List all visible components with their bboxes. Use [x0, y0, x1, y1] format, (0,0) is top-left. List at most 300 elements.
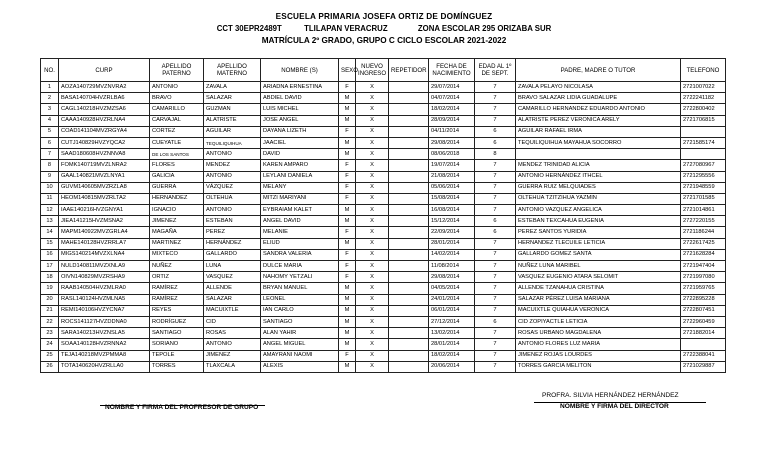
- cell-edad: 7: [475, 82, 516, 93]
- cell-row-number: 16: [41, 249, 59, 260]
- cell-tutor: SALAZAR PÉREZ LUISA MARIANA: [516, 294, 681, 305]
- cell-row-number: 12: [41, 205, 59, 216]
- cell-edad: 6: [475, 216, 516, 227]
- cell-repetidor: [389, 149, 429, 160]
- cell-repetidor: [389, 171, 429, 182]
- cell-edad: 7: [475, 272, 516, 283]
- cell-sexo: F: [339, 193, 356, 204]
- cell-curp: TEJA140218MVZPMMA8: [59, 350, 150, 361]
- cell-apellido-materno: ANTONIO: [204, 205, 261, 216]
- cell-nombre: NAHOMY YETZALI: [261, 272, 339, 283]
- cell-tutor: ANTONIO FLORES LUZ MARIA: [516, 339, 681, 350]
- cell-nuevo-ingreso: X: [356, 104, 389, 115]
- cell-nuevo-ingreso: X: [356, 182, 389, 193]
- cell-fecha-nacimiento: 04/07/2014: [429, 93, 475, 104]
- cell-nombre: DULCE MARIA: [261, 261, 339, 272]
- cell-telefono: 2727220155: [681, 216, 726, 227]
- cell-tutor: PEREZ SANTOS YURIDIA: [516, 227, 681, 238]
- cell-nombre: DAYANA LIZETH: [261, 126, 339, 137]
- cell-fecha-nacimiento: 28/01/2014: [429, 238, 475, 249]
- cell-repetidor: [389, 316, 429, 327]
- cell-curp: CAGL140218HVZMZSA6: [59, 104, 150, 115]
- cell-row-number: 7: [41, 149, 59, 160]
- cell-telefono: 2721628284: [681, 249, 726, 260]
- cell-apellido-paterno: ANTONIO: [150, 82, 204, 93]
- table-row: [41, 149, 726, 160]
- cell-nombre: EYBRAIAM KALET: [261, 205, 339, 216]
- cell-nombre: JOSE ANGEL: [261, 115, 339, 126]
- cell-nuevo-ingreso: X: [356, 126, 389, 137]
- cell-curp: COAD141104MVZRGYA4: [59, 126, 150, 137]
- cell-fecha-nacimiento: 11/08/2014: [429, 261, 475, 272]
- cell-nombre: ALAN YAHIR: [261, 328, 339, 339]
- table-row: [41, 238, 726, 249]
- cell-fecha-nacimiento: 04/11/2014: [429, 126, 475, 137]
- cell-curp: JIEA141215HVZMSNA2: [59, 216, 150, 227]
- cell-telefono: 2722807451: [681, 305, 726, 316]
- cell-nuevo-ingreso: X: [356, 294, 389, 305]
- cell-repetidor: [389, 160, 429, 171]
- cell-telefono: 2722800402: [681, 104, 726, 115]
- cell-edad: 7: [475, 261, 516, 272]
- cell-curp: CUTJ140829HVZYQCA2: [59, 137, 150, 148]
- table-row: [41, 261, 726, 272]
- cell-telefono: 2721585174: [681, 137, 726, 148]
- column-header: PADRE, MADRE O TUTOR: [516, 59, 681, 82]
- cell-telefono: 2722617425: [681, 238, 726, 249]
- cell-apellido-paterno: CARVAJAL: [150, 115, 204, 126]
- cell-tutor: JIMENEZ ROJAS LOURDES: [516, 350, 681, 361]
- cell-nuevo-ingreso: X: [356, 171, 389, 182]
- cell-row-number: 4: [41, 115, 59, 126]
- cell-apellido-paterno: BRAVO: [150, 93, 204, 104]
- cell-apellido-materno: ANTONIO: [204, 171, 261, 182]
- cell-apellido-paterno: REYES: [150, 305, 204, 316]
- table-body: [41, 82, 726, 373]
- cell-apellido-paterno: MIXTECO: [150, 249, 204, 260]
- cell-telefono: 2721701585: [681, 193, 726, 204]
- cell-apellido-paterno: TORRES: [150, 361, 204, 372]
- cell-apellido-materno: ANTONIO: [204, 149, 261, 160]
- cell-nombre: IAN CARLO: [261, 305, 339, 316]
- cell-repetidor: [389, 182, 429, 193]
- cell-nombre: ANGEL MIGUEL: [261, 339, 339, 350]
- cell-row-number: 14: [41, 227, 59, 238]
- cell-telefono: 2722960459: [681, 316, 726, 327]
- cell-nombre: LEYLANI DANIELA: [261, 171, 339, 182]
- cell-curp: AOZA140729MVZNVRA2: [59, 82, 150, 93]
- cell-edad: 7: [475, 328, 516, 339]
- cell-fecha-nacimiento: 15/08/2014: [429, 193, 475, 204]
- cell-apellido-materno: PEREZ: [204, 227, 261, 238]
- cell-edad: 7: [475, 283, 516, 294]
- cell-curp: REMI140106HVZYCNA7: [59, 305, 150, 316]
- cell-fecha-nacimiento: 29/08/2014: [429, 137, 475, 148]
- cell-fecha-nacimiento: 15/12/2014: [429, 216, 475, 227]
- cell-nombre: ANGEL DAVID: [261, 216, 339, 227]
- cell-edad: 7: [475, 205, 516, 216]
- cell-apellido-materno: TLAXCALA: [204, 361, 261, 372]
- cell-fecha-nacimiento: 19/07/2014: [429, 160, 475, 171]
- cell-telefono: [681, 126, 726, 137]
- cell-telefono: 2721014861: [681, 205, 726, 216]
- cell-repetidor: [389, 115, 429, 126]
- cell-edad: 7: [475, 104, 516, 115]
- enrollment-title: MATRÍCULA 2º GRADO, GRUPO C CICLO ESCOLAR 2021-2022: [261, 36, 507, 45]
- cell-row-number: 21: [41, 305, 59, 316]
- cell-nuevo-ingreso: X: [356, 316, 389, 327]
- cell-nuevo-ingreso: X: [356, 82, 389, 93]
- cell-fecha-nacimiento: 27/12/2014: [429, 316, 475, 327]
- cell-tutor: ZAVALA PELAYO NICOLASA: [516, 82, 681, 93]
- cell-nombre: ELIUD: [261, 238, 339, 249]
- cell-row-number: 26: [41, 361, 59, 372]
- cell-apellido-materno: MENDEZ: [204, 160, 261, 171]
- cell-repetidor: [389, 361, 429, 372]
- cell-row-number: 17: [41, 261, 59, 272]
- cell-nuevo-ingreso: X: [356, 238, 389, 249]
- cell-fecha-nacimiento: 28/01/2014: [429, 339, 475, 350]
- cell-sexo: M: [339, 316, 356, 327]
- cell-row-number: 1: [41, 82, 59, 93]
- column-header: FECHA DE NACIMIENTO: [429, 59, 475, 82]
- cell-curp: SOAA140128HVZRNNA2: [59, 339, 150, 350]
- cell-row-number: 25: [41, 350, 59, 361]
- school-zone: ZONA ESCOLAR 295 ORIZABA SUR: [417, 24, 552, 33]
- cell-curp: IAAE140216HVZGNYA1: [59, 205, 150, 216]
- cell-nuevo-ingreso: X: [356, 216, 389, 227]
- cell-nuevo-ingreso: X: [356, 261, 389, 272]
- cell-sexo: M: [339, 93, 356, 104]
- cell-apellido-paterno: JIMENEZ: [150, 216, 204, 227]
- cell-apellido-paterno: IGNACIO: [150, 205, 204, 216]
- cell-repetidor: [389, 93, 429, 104]
- cell-nuevo-ingreso: X: [356, 160, 389, 171]
- cell-nombre: ALEXIS: [261, 361, 339, 372]
- cell-edad: 7: [475, 350, 516, 361]
- cell-nuevo-ingreso: X: [356, 115, 389, 126]
- cell-row-number: 18: [41, 272, 59, 283]
- cell-curp: FOMK140719MVZLNRA2: [59, 160, 150, 171]
- cell-row-number: 11: [41, 193, 59, 204]
- cell-nombre: SANDRA VALERIA: [261, 249, 339, 260]
- cell-tutor: NUÑEZ LUNA MARIBEL: [516, 261, 681, 272]
- cell-curp: RASL140124HVZMLNA5: [59, 294, 150, 305]
- cell-repetidor: [389, 238, 429, 249]
- cell-tutor: MENDEZ TRINIDAD ALICIA: [516, 160, 681, 171]
- cell-sexo: F: [339, 171, 356, 182]
- cell-curp: SAAD180608HVZNNVA8: [59, 149, 150, 160]
- cell-edad: 7: [475, 193, 516, 204]
- cell-sexo: F: [339, 126, 356, 137]
- cell-tutor: OLTEHUA TZITZIHUA YAZMIN: [516, 193, 681, 204]
- cell-fecha-nacimiento: 29/08/2014: [429, 272, 475, 283]
- table-row: [41, 137, 726, 148]
- cell-apellido-paterno: DE LOS SANTOS: [150, 149, 204, 160]
- cell-edad: 7: [475, 238, 516, 249]
- cell-sexo: F: [339, 249, 356, 260]
- column-header: EDAD AL 1º DE SEPT.: [475, 59, 516, 82]
- cell-apellido-paterno: ORTIZ: [150, 272, 204, 283]
- cell-nuevo-ingreso: X: [356, 272, 389, 283]
- column-header: APELLIDO PATERNO: [150, 59, 204, 82]
- cell-repetidor: [389, 272, 429, 283]
- cell-nuevo-ingreso: X: [356, 350, 389, 361]
- column-header: TELEFONO: [681, 59, 726, 82]
- cell-sexo: F: [339, 261, 356, 272]
- cell-telefono: 2721007022: [681, 82, 726, 93]
- cell-curp: MAHE140128HVZRRLA7: [59, 238, 150, 249]
- cell-repetidor: [389, 283, 429, 294]
- cell-apellido-paterno: RAMÍREZ: [150, 294, 204, 305]
- table-row: [41, 104, 726, 115]
- cell-edad: 7: [475, 93, 516, 104]
- cell-apellido-paterno: CUEYATLE: [150, 137, 204, 148]
- cell-fecha-nacimiento: 18/02/2014: [429, 350, 475, 361]
- cell-tutor: ESTEBAN TEXCAHUA EUGENIA: [516, 216, 681, 227]
- location: TLILAPAN VERACRUZ: [304, 24, 388, 33]
- cell-fecha-nacimiento: 04/05/2014: [429, 283, 475, 294]
- cell-sexo: M: [339, 205, 356, 216]
- table-row: [41, 227, 726, 238]
- cell-sexo: F: [339, 82, 356, 93]
- cell-telefono: 2721186244: [681, 227, 726, 238]
- table-row: [41, 193, 726, 204]
- cell-fecha-nacimiento: 08/06/2018: [429, 149, 475, 160]
- cell-row-number: 8: [41, 160, 59, 171]
- table-row: [41, 182, 726, 193]
- cell-nuevo-ingreso: X: [356, 193, 389, 204]
- cell-telefono: 2722895228: [681, 294, 726, 305]
- cell-fecha-nacimiento: 21/08/2014: [429, 171, 475, 182]
- cell-apellido-paterno: RAMÍREZ: [150, 283, 204, 294]
- cell-nombre: ABDIEL DAVID: [261, 93, 339, 104]
- teacher-signature-caption: NOMBRE Y FIRMA DEL PROFRESOR DE GRUPO: [105, 404, 259, 411]
- table-row: [41, 249, 726, 260]
- cell-row-number: 10: [41, 182, 59, 193]
- cell-repetidor: [389, 216, 429, 227]
- cell-apellido-materno: SALAZAR: [204, 93, 261, 104]
- cell-sexo: F: [339, 350, 356, 361]
- table-row: [41, 126, 726, 137]
- cell-telefono: [681, 339, 726, 350]
- cell-apellido-materno: VASQUEZ: [204, 272, 261, 283]
- cell-fecha-nacimiento: 16/08/2014: [429, 205, 475, 216]
- cell-repetidor: [389, 339, 429, 350]
- cell-row-number: 24: [41, 339, 59, 350]
- cell-repetidor: [389, 104, 429, 115]
- cell-fecha-nacimiento: 14/02/2014: [429, 249, 475, 260]
- table-row: [41, 339, 726, 350]
- cell-repetidor: [389, 137, 429, 148]
- cell-apellido-materno: ESTEBAN: [204, 216, 261, 227]
- table-row: [41, 328, 726, 339]
- cell-repetidor: [389, 305, 429, 316]
- column-header: APELLIDO MATERNO: [204, 59, 261, 82]
- column-header: SEXO: [339, 59, 356, 82]
- cell-repetidor: [389, 126, 429, 137]
- cell-edad: 7: [475, 305, 516, 316]
- cell-nuevo-ingreso: X: [356, 149, 389, 160]
- cell-sexo: M: [339, 115, 356, 126]
- cell-curp: TOTA140620HVZRLLA0: [59, 361, 150, 372]
- cell-sexo: M: [339, 283, 356, 294]
- cell-curp: GAAL140821MVZLNYA1: [59, 171, 150, 182]
- cell-apellido-materno: GUZMAN: [204, 104, 261, 115]
- cell-nuevo-ingreso: X: [356, 227, 389, 238]
- cell-fecha-nacimiento: 05/06/2014: [429, 182, 475, 193]
- cell-tutor: CAMARILLO HERNANDEZ EDUARDO ANTONIO: [516, 104, 681, 115]
- cell-edad: 6: [475, 316, 516, 327]
- cell-apellido-materno: MACUIXTLE: [204, 305, 261, 316]
- cell-sexo: F: [339, 160, 356, 171]
- cell-tutor: CID ZOPIYACTLE LETICIA: [516, 316, 681, 327]
- cell-repetidor: [389, 294, 429, 305]
- cell-telefono: 2722241182: [681, 93, 726, 104]
- director-signature-caption: NOMBRE Y FIRMA DEL DIRECTOR: [560, 403, 669, 410]
- cell-curp: MIGS140214MVZXLNA4: [59, 249, 150, 260]
- school-name: ESCUELA PRIMARIA JOSEFA ORTIZ DE DOMÍNGUEZ: [275, 12, 493, 21]
- cell-fecha-nacimiento: 29/07/2014: [429, 82, 475, 93]
- cell-nuevo-ingreso: X: [356, 339, 389, 350]
- cell-apellido-materno: OLTEHUA: [204, 193, 261, 204]
- cell-apellido-paterno: SORIANO: [150, 339, 204, 350]
- cell-tutor: BRAVO SALAZAR LIDIA GUADALUPE: [516, 93, 681, 104]
- cell-tutor: ALATRISTE PEREZ VERONICA ARELY: [516, 115, 681, 126]
- cell-nuevo-ingreso: X: [356, 283, 389, 294]
- cell-edad: 7: [475, 339, 516, 350]
- cell-tutor: ROSAS URBANO MAGDALENA: [516, 328, 681, 339]
- cell-telefono: 2721029887: [681, 361, 726, 372]
- cell-nombre: BRYAN MANUEL: [261, 283, 339, 294]
- cell-row-number: 23: [41, 328, 59, 339]
- cell-fecha-nacimiento: 28/09/2014: [429, 115, 475, 126]
- cell-edad: 7: [475, 294, 516, 305]
- column-header: NUEVO INGRESO: [356, 59, 389, 82]
- cell-sexo: M: [339, 361, 356, 372]
- cell-apellido-materno: TEQUILIQUIHUA: [204, 137, 261, 148]
- table-row: [41, 283, 726, 294]
- cell-apellido-materno: ANTONIO: [204, 339, 261, 350]
- cell-edad: 6: [475, 137, 516, 148]
- cell-telefono: 2721882014: [681, 328, 726, 339]
- cell-curp: CAAA140928HVZRLNA4: [59, 115, 150, 126]
- cell-row-number: 20: [41, 294, 59, 305]
- student-roster-table: [40, 58, 726, 373]
- cell-repetidor: [389, 350, 429, 361]
- cell-tutor: ALLENDE TZANAHUA CRISTINA: [516, 283, 681, 294]
- cell-row-number: 2: [41, 93, 59, 104]
- cell-sexo: M: [339, 238, 356, 249]
- table-row: [41, 160, 726, 171]
- cell-edad: 7: [475, 361, 516, 372]
- column-header: CURP: [59, 59, 150, 82]
- cell-row-number: 15: [41, 238, 59, 249]
- cell-apellido-materno: ALLENDE: [204, 283, 261, 294]
- cell-sexo: M: [339, 149, 356, 160]
- cell-apellido-materno: ZAVALA: [204, 82, 261, 93]
- cell-apellido-materno: GALLARDO: [204, 249, 261, 260]
- table-row: [41, 93, 726, 104]
- table-row: [41, 82, 726, 93]
- column-header: NOMBRE (S): [261, 59, 339, 82]
- cell-tutor: GALLARDO GOMEZ SANTA: [516, 249, 681, 260]
- school-info-line: [0, 24, 768, 33]
- cell-repetidor: [389, 249, 429, 260]
- cell-sexo: F: [339, 227, 356, 238]
- cct-code: CCT 30EPR2489T: [216, 24, 282, 33]
- cell-tutor: ANTONIO VAZQUEZ ANGELICA: [516, 205, 681, 216]
- cell-telefono: 2721295556: [681, 171, 726, 182]
- cell-sexo: F: [339, 272, 356, 283]
- cell-edad: 8: [475, 149, 516, 160]
- cell-curp: ROCS141127HVZDDNA0: [59, 316, 150, 327]
- cell-telefono: 2721947404: [681, 261, 726, 272]
- cell-apellido-paterno: CAMARILLO: [150, 104, 204, 115]
- cell-nombre: ARIADNA ERNESTINA: [261, 82, 339, 93]
- cell-repetidor: [389, 205, 429, 216]
- cell-row-number: 3: [41, 104, 59, 115]
- cell-curp: MAPM140922MVZGRLA4: [59, 227, 150, 238]
- cell-fecha-nacimiento: 18/02/2014: [429, 104, 475, 115]
- cell-fecha-nacimiento: 22/09/2014: [429, 227, 475, 238]
- cell-fecha-nacimiento: 06/01/2014: [429, 305, 475, 316]
- cell-telefono: 2727080967: [681, 160, 726, 171]
- cell-telefono: 2721959765: [681, 283, 726, 294]
- cell-curp: RAAB140504HVZMLRA0: [59, 283, 150, 294]
- cell-nombre: DAVID: [261, 149, 339, 160]
- cell-nombre: MELANY: [261, 182, 339, 193]
- cell-nuevo-ingreso: X: [356, 205, 389, 216]
- cell-edad: 7: [475, 249, 516, 260]
- table-row: [41, 350, 726, 361]
- cell-nombre: SANTIAGO: [261, 316, 339, 327]
- cell-nombre: AMAYRANI NAOMI: [261, 350, 339, 361]
- cell-edad: 7: [475, 182, 516, 193]
- cell-apellido-materno: JIMENEZ: [204, 350, 261, 361]
- table-row: [41, 316, 726, 327]
- cell-repetidor: [389, 328, 429, 339]
- cell-fecha-nacimiento: 13/02/2014: [429, 328, 475, 339]
- cell-apellido-materno: AGUILAR: [204, 126, 261, 137]
- cell-apellido-materno: HERNÁNDEZ: [204, 238, 261, 249]
- cell-sexo: M: [339, 104, 356, 115]
- table-row: [41, 272, 726, 283]
- cell-curp: GUVM140605MVZRZLA8: [59, 182, 150, 193]
- cell-nuevo-ingreso: X: [356, 328, 389, 339]
- cell-tutor: AGUILAR RAFAEL IRMA: [516, 126, 681, 137]
- cell-tutor: MACUIXTLE QUIAHUA VERONICA: [516, 305, 681, 316]
- cell-sexo: F: [339, 182, 356, 193]
- column-header: REPETIDOR: [389, 59, 429, 82]
- cell-sexo: M: [339, 137, 356, 148]
- cell-tutor: GUERRA RUIZ MELQUIADES: [516, 182, 681, 193]
- cell-nuevo-ingreso: X: [356, 137, 389, 148]
- cell-row-number: 6: [41, 137, 59, 148]
- cell-row-number: 19: [41, 283, 59, 294]
- cell-fecha-nacimiento: 24/01/2014: [429, 294, 475, 305]
- cell-edad: 7: [475, 160, 516, 171]
- table-row: [41, 294, 726, 305]
- cell-apellido-paterno: MAGAÑA: [150, 227, 204, 238]
- cell-curp: NULD140811MVZXNLA9: [59, 261, 150, 272]
- table-row: [41, 171, 726, 182]
- cell-apellido-materno: LUNA: [204, 261, 261, 272]
- cell-nombre: MITZI MARIYANI: [261, 193, 339, 204]
- cell-telefono: 2721948559: [681, 182, 726, 193]
- cell-edad: 7: [475, 171, 516, 182]
- table-row: [41, 305, 726, 316]
